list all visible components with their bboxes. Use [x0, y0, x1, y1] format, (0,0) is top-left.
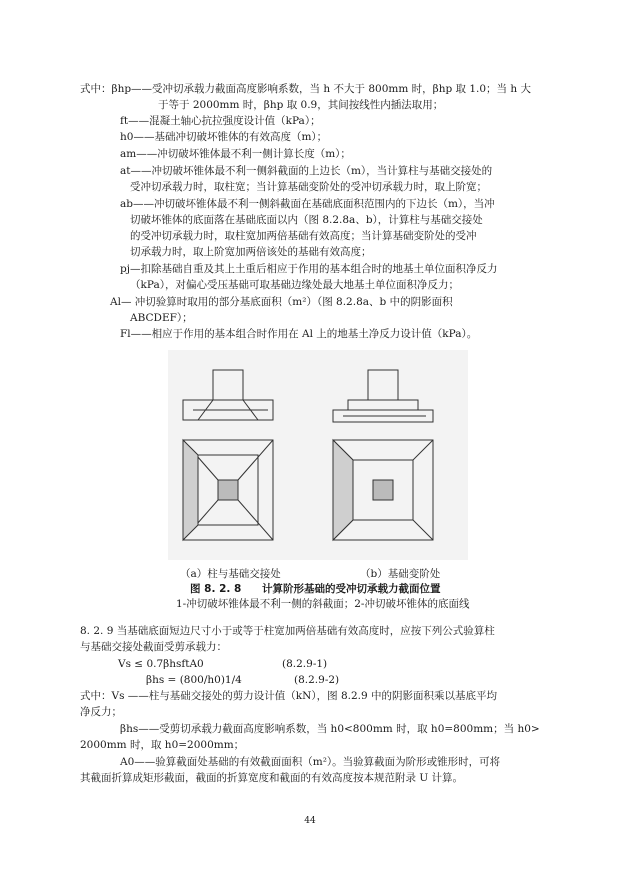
text-line: 与基础交接处截面受剪承载力：	[80, 641, 227, 653]
text-line: 受冲切承载力时，取柱宽；当计算基础变阶处的受冲切承载力时，取上阶宽；	[130, 181, 487, 193]
text-line: 的受冲切承载力时，取柱宽加两倍基础有效高度；当计算基础变阶处的受冲	[130, 230, 477, 242]
text-line: at——冲切破坏锥体最不利一侧斜截面的上边长（m），当计算柱与基础交接处的	[120, 165, 493, 177]
text-line: h0——基础冲切破坏锥体的有效高度（m）；	[120, 131, 328, 143]
text-line: 其截面折算成矩形截面，截面的折算宽度和截面的有效高度按本规范附录 U 计算。	[80, 772, 464, 784]
text-line: 式中：Vs ——柱与基础交接处的剪力设计值（kN），图 8.2.9 中的阴影面积乘以基底平均	[80, 690, 497, 702]
text-line: 切承载力时，取上阶宽加两倍该处的基础有效高度；	[130, 246, 372, 258]
text-line: pj—扣除基础自重及其上土重后相应于作用的基本组合时的地基土单位面积净反力	[120, 263, 498, 275]
page-number: 44	[304, 816, 316, 826]
text-line: Fl——相应于作用的基本组合时作用在 Al 上的地基土净反力设计值（kPa）。	[120, 328, 478, 340]
figure-8-2-8	[168, 350, 468, 560]
text-line: ABCDEF）；	[130, 312, 193, 324]
text-line: 2000mm 时，取 h0=2000mm；	[80, 739, 245, 751]
text-line: Al— 冲切验算时取用的部分基底面积（m²）（图 8.2.8a、b 中的阴影面积	[110, 296, 453, 308]
text-line: ab——冲切破坏锥体最不利一侧斜截面在基础底面积范围内的下边长（m），当冲	[120, 198, 495, 210]
text-line: 式中：βhp——受冲切承载力截面高度影响系数，当 h 不大于 800mm 时，βhp 取 1.0；当 h 大	[80, 83, 531, 95]
shaded-area	[183, 440, 198, 540]
text-line: 于等于 2000mm 时，βhp 取 0.9，其间按线性内插法取用；	[158, 99, 444, 111]
text-line: 8. 2. 9 当基础底面短边尺寸小于或等于柱宽加两倍基础有效高度时，应按下列公式验算柱	[80, 625, 495, 637]
text-line: ft——混凝土轴心抗拉强度设计值（kPa）；	[120, 115, 321, 127]
figure-number: 图 8. 2. 8	[190, 583, 242, 595]
text-line: am——冲切破坏锥体最不利一侧计算长度（m）；	[120, 148, 351, 160]
text-line: βhs——受剪切承载力截面高度影响系数，当 h0<800mm 时，取 h0=800mm；当 h0>	[120, 723, 540, 735]
formula: Vs ≤ 0.7βhsftA0	[118, 658, 204, 670]
figure-title: 计算阶形基础的受冲切承载力截面位置	[262, 583, 441, 595]
text-line: 切破坏锥体的底面落在基础底面以内（图 8.2.8a、b），计算柱与基础交接处	[130, 214, 483, 226]
foundation-diagram	[168, 350, 468, 560]
figure-label-b: （b）基础变阶处	[360, 568, 441, 580]
column-elevation	[213, 370, 243, 400]
formula-number: (8.2.9-1)	[282, 658, 328, 670]
figure-note: 1-冲切破坏锥体最不利一侧的斜截面；2-冲切破坏锥体的底面线	[176, 598, 470, 610]
column-plan	[218, 480, 238, 500]
formula-number: (8.2.9-2)	[294, 674, 340, 686]
figure-label-a: （a）柱与基础交接处	[180, 568, 281, 580]
text-line: （kPa），对偏心受压基础可取基础边缘处最大地基土单位面积净反力；	[130, 279, 459, 291]
text-line: A0——验算截面处基础的有效截面面积（m²）。当验算截面为阶形或锥形时，可将	[120, 756, 501, 768]
text-line: 净反力；	[80, 706, 122, 718]
formula: βhs = (800/h0)1/4	[146, 674, 242, 686]
